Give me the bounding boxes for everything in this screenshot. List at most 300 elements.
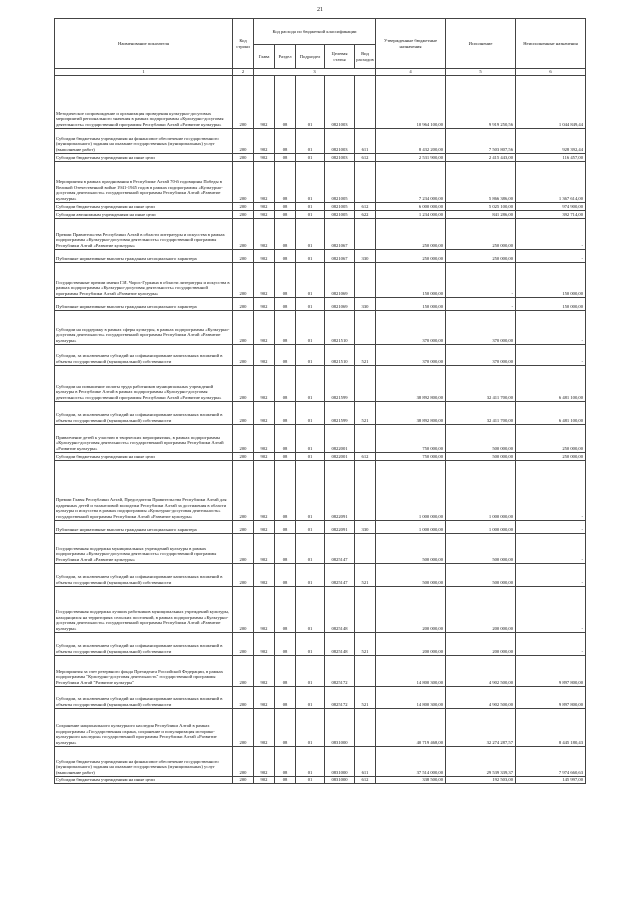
row-glava: 902 (254, 297, 275, 310)
row-name: Субсидии бюджетным учреждениям на иные цели (55, 452, 233, 460)
row-executed: 500 000,00 (446, 424, 516, 452)
row-unexecuted: - (516, 563, 586, 586)
row-glava: 902 (254, 161, 275, 202)
row-approved: 250 000,00 (376, 249, 446, 262)
row-line: 200 (233, 520, 254, 533)
row-target-article: 0821003 (325, 128, 355, 153)
row-line: 200 (233, 75, 254, 128)
row-target-article: 0822001 (325, 452, 355, 460)
row-executed: 1 000 000,00 (446, 520, 516, 533)
row-glava: 902 (254, 746, 275, 776)
table-row (55, 210, 586, 218)
row-name: Субсидии, за исключением субсидий на софинансирование капитальных вложений в объекты государственной (муниципальной) собственности (55, 344, 233, 365)
row-unexecuted: 150 000,00 (516, 262, 586, 297)
row-target-article: 0825172 (325, 655, 355, 686)
row-executed: 192 503,00 (446, 776, 516, 783)
row-line: 200 (233, 563, 254, 586)
row-line: 200 (233, 153, 254, 161)
row-expense-type: 330 (355, 297, 376, 310)
row-podrazdel: 01 (296, 297, 325, 310)
page-number: 21 (317, 7, 323, 13)
row-approved: 7 234 000,00 (376, 161, 446, 202)
row-approved: 6 000 000,00 (376, 202, 446, 210)
row-approved: 500 000,00 (376, 533, 446, 563)
row-line: 200 (233, 533, 254, 563)
row-glava: 902 (254, 460, 275, 520)
row-approved: 2 531 900,00 (376, 153, 446, 161)
row-glava: 902 (254, 249, 275, 262)
table-row (55, 297, 586, 310)
row-executed: 7 503 807,56 (446, 128, 516, 153)
row-line: 200 (233, 262, 254, 297)
table-row (55, 533, 586, 563)
row-name: Субсидии на повышение оплаты труда работников муниципальных учреждений культуры в Республике Алтай в рамках подпрограммы «Культурно-досуговая деятельность» государственной программы Республики Алтай «Развитие культуры» (55, 365, 233, 401)
row-name: Субсидии бюджетным учреждениям на финансовое обеспечение государственного (муниципального) задания на оказание государственных (муниципальных) услуг (выполнение работ) (55, 128, 233, 153)
row-razdel: 08 (275, 632, 296, 655)
row-expense-type: 521 (355, 686, 376, 708)
row-line: 200 (233, 401, 254, 424)
row-line: 200 (233, 708, 254, 746)
row-glava: 902 (254, 202, 275, 210)
row-target-article: 0821003 (325, 153, 355, 161)
row-razdel: 08 (275, 460, 296, 520)
row-target-article: 0821067 (325, 249, 355, 262)
row-approved: 250 000,00 (376, 218, 446, 249)
row-razdel: 08 (275, 202, 296, 210)
row-name: Премии Правительства Республики Алтай в области литературы и искусства в рамках подпрограммы «Культурно-досуговая деятельность» государственной программы Республики Алтай «Развитие культуры» (55, 218, 233, 249)
row-podrazdel: 01 (296, 424, 325, 452)
row-executed: 4 902 500,00 (446, 686, 516, 708)
row-target-article: 0821510 (325, 344, 355, 365)
row-executed: 4 902 500,00 (446, 655, 516, 686)
row-executed: 32 411 700,00 (446, 401, 516, 424)
row-razdel: 08 (275, 686, 296, 708)
row-expense-type: 330 (355, 520, 376, 533)
row-unexecuted: 9 897 800,00 (516, 655, 586, 686)
row-unexecuted: - (516, 533, 586, 563)
row-approved: 8 432 200,00 (376, 128, 446, 153)
row-executed: 9 919 250,56 (446, 75, 516, 128)
row-unexecuted: 1 367 614,00 (516, 161, 586, 202)
row-executed: 200 000,00 (446, 632, 516, 655)
row-expense-type: 611 (355, 746, 376, 776)
row-podrazdel: 01 (296, 776, 325, 783)
row-unexecuted: 145 997,00 (516, 776, 586, 783)
table-row (55, 262, 586, 297)
row-unexecuted: - (516, 460, 586, 520)
table-body (55, 75, 586, 783)
row-line: 200 (233, 249, 254, 262)
header-csr: Целевая статья (325, 45, 355, 69)
column-number: 1 (55, 69, 233, 76)
row-podrazdel: 01 (296, 262, 325, 297)
row-podrazdel: 01 (296, 210, 325, 218)
row-approved: 38 892 800,00 (376, 401, 446, 424)
row-unexecuted: 6 481 100,00 (516, 401, 586, 424)
row-target-article: 0821069 (325, 297, 355, 310)
table-row (55, 75, 586, 128)
row-target-article: 0822091 (325, 520, 355, 533)
row-approved: 338 500,00 (376, 776, 446, 783)
row-executed: 32 411 700,00 (446, 365, 516, 401)
row-expense-type: 521 (355, 344, 376, 365)
row-razdel: 08 (275, 452, 296, 460)
row-expense-type: 622 (355, 210, 376, 218)
table-row (55, 424, 586, 452)
table-row (55, 365, 586, 401)
table-row (55, 563, 586, 586)
row-razdel: 08 (275, 424, 296, 452)
row-name: Субсидии, за исключением субсидий на софинансирование капитальных вложений в объекты государственной (муниципальной) собственности (55, 632, 233, 655)
row-unexecuted: 974 900,00 (516, 202, 586, 210)
row-target-article: 0821510 (325, 310, 355, 344)
row-target-article: 0831000 (325, 708, 355, 746)
row-unexecuted: - (516, 632, 586, 655)
row-podrazdel: 01 (296, 533, 325, 563)
row-razdel: 08 (275, 344, 296, 365)
row-podrazdel: 01 (296, 218, 325, 249)
row-line: 200 (233, 202, 254, 210)
column-number: 6 (516, 69, 586, 76)
row-glava: 902 (254, 424, 275, 452)
row-glava: 902 (254, 310, 275, 344)
row-glava: 902 (254, 533, 275, 563)
row-executed: 250 000,00 (446, 249, 516, 262)
row-target-article: 0821005 (325, 210, 355, 218)
row-podrazdel: 01 (296, 344, 325, 365)
row-unexecuted: - (516, 249, 586, 262)
row-glava: 902 (254, 75, 275, 128)
row-podrazdel: 01 (296, 460, 325, 520)
row-name: Субсидии, за исключением субсидий на софинансирование капитальных вложений в объекты государственной (муниципальной) собственности (55, 401, 233, 424)
row-podrazdel: 01 (296, 249, 325, 262)
row-executed: - (446, 262, 516, 297)
row-glava: 902 (254, 153, 275, 161)
row-expense-type (355, 708, 376, 746)
row-target-article: 0821003 (325, 75, 355, 128)
row-name: Субсидии бюджетным учреждениям на иные цели (55, 776, 233, 783)
row-line: 200 (233, 686, 254, 708)
row-approved: 38 892 800,00 (376, 365, 446, 401)
table-row (55, 520, 586, 533)
table-row (55, 686, 586, 708)
header-code-line: Код строки (233, 19, 254, 69)
row-unexecuted: 116 457,00 (516, 153, 586, 161)
table-row (55, 202, 586, 210)
row-name: Публичные нормативные выплаты гражданам несоциального характера (55, 249, 233, 262)
row-name: Сохранение национального культурного наследия Республики Алтай в рамках подпрограммы «Государственная охрана, сохранение и популяризация историко-культурного наследия» государственной программы Республики Алтай «Развитие культуры» (55, 708, 233, 746)
row-podrazdel: 01 (296, 452, 325, 460)
row-glava: 902 (254, 452, 275, 460)
row-approved: 1 000 000,00 (376, 520, 446, 533)
row-razdel: 08 (275, 249, 296, 262)
row-razdel: 08 (275, 128, 296, 153)
column-number: 2 (233, 69, 254, 76)
row-razdel: 08 (275, 586, 296, 632)
row-expense-type (355, 586, 376, 632)
row-expense-type (355, 365, 376, 401)
row-line: 200 (233, 460, 254, 520)
row-target-article: 0825147 (325, 563, 355, 586)
table-row (55, 128, 586, 153)
row-unexecuted: - (516, 344, 586, 365)
row-executed: 29 539 339,37 (446, 746, 516, 776)
row-podrazdel: 01 (296, 686, 325, 708)
table-row (55, 708, 586, 746)
row-podrazdel: 01 (296, 202, 325, 210)
header-unexecuted: Неисполненные назначения (516, 19, 586, 69)
row-name: Субсидии, за исключением субсидий на софинансирование капитальных вложений в объекты государственной (муниципальной) собственности (55, 563, 233, 586)
table-row (55, 153, 586, 161)
row-target-article: 0831000 (325, 776, 355, 783)
row-glava: 902 (254, 218, 275, 249)
row-expense-type (355, 161, 376, 202)
row-executed: 200 000,00 (446, 586, 516, 632)
row-executed: 5 866 386,00 (446, 161, 516, 202)
row-unexecuted: 6 481 100,00 (516, 365, 586, 401)
row-expense-type (355, 460, 376, 520)
row-line: 200 (233, 310, 254, 344)
row-podrazdel: 01 (296, 708, 325, 746)
row-approved: 1 234 000,00 (376, 210, 446, 218)
row-podrazdel: 01 (296, 401, 325, 424)
table-row (55, 460, 586, 520)
row-razdel: 08 (275, 520, 296, 533)
row-podrazdel: 01 (296, 746, 325, 776)
table-row (55, 401, 586, 424)
row-executed: 5 025 100,00 (446, 202, 516, 210)
row-podrazdel: 01 (296, 128, 325, 153)
row-podrazdel: 01 (296, 586, 325, 632)
row-name: Мероприятия в рамках празднования в Республике Алтай 70-й годовщины Победы в Великой Отечественной войне 1941-1945 годов в рамках подпрограммы «Культурно-досуговая деятельность» государственной программы Республики Алтай «Развитие культуры» (55, 161, 233, 202)
row-name: Мероприятия за счет резервного фонда Президента Российской Федерации, в рамках подпрограммы "Культурно-досуговая деятельность" государственной программы Республики Алтай "Развитие культуры" (55, 655, 233, 686)
header-code-group: Код расхода по бюджетной классификации (254, 19, 376, 45)
row-line: 200 (233, 210, 254, 218)
row-glava: 902 (254, 686, 275, 708)
row-target-article: 0821067 (325, 218, 355, 249)
row-expense-type: 612 (355, 153, 376, 161)
row-glava: 902 (254, 586, 275, 632)
row-razdel: 08 (275, 161, 296, 202)
row-name: Государственные премии имени Г.И. Чорос-Гуркина в области литературы и искусства в рамках подпрограммы «Культурно-досуговая деятельность» государственной программы Республики Алтай «Развитие культуры» (55, 262, 233, 297)
row-expense-type: 330 (355, 249, 376, 262)
row-target-article: 0825148 (325, 586, 355, 632)
row-glava: 902 (254, 262, 275, 297)
row-razdel: 08 (275, 75, 296, 128)
row-approved: 14 800 300,00 (376, 686, 446, 708)
row-unexecuted: - (516, 520, 586, 533)
row-target-article: 0825148 (325, 632, 355, 655)
row-glava: 902 (254, 401, 275, 424)
row-unexecuted: 250 000,00 (516, 424, 586, 452)
table-row (55, 161, 586, 202)
row-name: Государственная поддержка лучших работников муниципальных учреждений культуры, находящихся на территориях сельских поселений, в рамках подпрограммы «Культурно-досуговая деятельность» государственной программы Республики Алтай «Развитие культуры» (55, 586, 233, 632)
row-expense-type (355, 424, 376, 452)
row-executed: 370 000,00 (446, 344, 516, 365)
row-expense-type: 521 (355, 563, 376, 586)
row-podrazdel: 01 (296, 153, 325, 161)
row-line: 200 (233, 218, 254, 249)
table-row (55, 746, 586, 776)
row-approved: 37 514 000,00 (376, 746, 446, 776)
row-unexecuted: - (516, 218, 586, 249)
row-executed: 500 000,00 (446, 452, 516, 460)
row-razdel: 08 (275, 262, 296, 297)
row-executed: 2 415 443,00 (446, 153, 516, 161)
row-unexecuted: - (516, 310, 586, 344)
row-executed: 250 000,00 (446, 218, 516, 249)
row-approved: 370 000,00 (376, 310, 446, 344)
row-name: Привлечение детей к участию в творческих мероприятиях, в рамках подпрограммы «Культурно-досуговая деятельность» государственной программы Республики Алтай «Развитие культуры» (55, 424, 233, 452)
table-row (55, 586, 586, 632)
row-target-article: 0822091 (325, 460, 355, 520)
row-target-article: 0821069 (325, 262, 355, 297)
row-name: Государственная поддержка муниципальных учреждений культуры в рамках подпрограммы «Культурно-досуговая деятельность» государственной программы Республики Алтай «Развитие культуры» (55, 533, 233, 563)
row-podrazdel: 01 (296, 632, 325, 655)
row-glava: 902 (254, 655, 275, 686)
header-approved: Утвержденные бюджетные назначения (376, 19, 446, 69)
row-unexecuted: 392 714,00 (516, 210, 586, 218)
row-expense-type (355, 533, 376, 563)
row-razdel: 08 (275, 153, 296, 161)
row-name: Методическое сопровождение и организация проведения культурно-досуговых мероприятий регионального значения в рамках подпрограммы «Культурно-досуговая деятельность» государственной программы Республики Алтай «Развитие культуры» (55, 75, 233, 128)
row-line: 200 (233, 161, 254, 202)
row-expense-type (355, 75, 376, 128)
table-row (55, 218, 586, 249)
row-expense-type (355, 655, 376, 686)
header-vr: Вид расходов (355, 45, 376, 69)
row-glava: 902 (254, 365, 275, 401)
row-razdel: 08 (275, 655, 296, 686)
row-expense-type: 612 (355, 452, 376, 460)
row-line: 200 (233, 424, 254, 452)
row-executed: 500 000,00 (446, 563, 516, 586)
table-row (55, 632, 586, 655)
row-glava: 902 (254, 776, 275, 783)
row-expense-type: 611 (355, 128, 376, 153)
row-target-article: 0822001 (325, 424, 355, 452)
row-line: 200 (233, 655, 254, 686)
row-glava: 902 (254, 520, 275, 533)
row-expense-type (355, 310, 376, 344)
row-name: Субсидии, за исключением субсидий на софинансирование капитальных вложений в объекты государственной (муниципальной) собственности (55, 686, 233, 708)
row-approved: 370 000,00 (376, 344, 446, 365)
row-approved: 150 000,00 (376, 262, 446, 297)
row-line: 200 (233, 776, 254, 783)
row-target-article: 0825147 (325, 533, 355, 563)
table-row (55, 452, 586, 460)
row-approved: 200 000,00 (376, 586, 446, 632)
row-podrazdel: 01 (296, 655, 325, 686)
row-glava: 902 (254, 344, 275, 365)
column-number: 3 (254, 69, 376, 76)
row-approved: 500 000,00 (376, 563, 446, 586)
row-executed: 841 286,00 (446, 210, 516, 218)
row-razdel: 08 (275, 210, 296, 218)
row-executed: 32 274 287,57 (446, 708, 516, 746)
table-row (55, 655, 586, 686)
header-podrazdel: Подраздел (296, 45, 325, 69)
row-approved: 750 000,00 (376, 424, 446, 452)
row-target-article: 0821005 (325, 161, 355, 202)
row-executed: 1 000 000,00 (446, 460, 516, 520)
row-unexecuted: 1 044 849,44 (516, 75, 586, 128)
row-unexecuted: 9 897 800,00 (516, 686, 586, 708)
budget-table (54, 18, 586, 784)
row-name: Субсидии бюджетным учреждениям на финансовое обеспечение государственного (муниципального) задания на оказание государственных (муниципальных) услуг (выполнение работ) (55, 746, 233, 776)
row-approved: 40 719 468,00 (376, 708, 446, 746)
row-executed: - (446, 297, 516, 310)
row-approved: 14 800 300,00 (376, 655, 446, 686)
row-expense-type: 521 (355, 632, 376, 655)
row-executed: 370 000,00 (446, 310, 516, 344)
row-glava: 902 (254, 210, 275, 218)
row-expense-type: 612 (355, 202, 376, 210)
row-target-article: 0831000 (325, 746, 355, 776)
row-line: 200 (233, 344, 254, 365)
row-approved: 10 964 100,00 (376, 75, 446, 128)
row-unexecuted: 150 000,00 (516, 297, 586, 310)
row-podrazdel: 01 (296, 520, 325, 533)
row-approved: 150 000,00 (376, 297, 446, 310)
row-razdel: 08 (275, 218, 296, 249)
column-number: 5 (446, 69, 516, 76)
row-unexecuted: 8 445 180,43 (516, 708, 586, 746)
header-name: Наименование показателя (55, 19, 233, 69)
row-glava: 902 (254, 563, 275, 586)
row-name: Публичные нормативные выплаты гражданам несоциального характера (55, 520, 233, 533)
row-line: 200 (233, 365, 254, 401)
row-approved: 200 000,00 (376, 632, 446, 655)
header-razdel: Раздел (275, 45, 296, 69)
row-line: 200 (233, 297, 254, 310)
header-glava: Глава (254, 45, 275, 69)
row-name: Публичные нормативные выплаты гражданам несоциального характера (55, 297, 233, 310)
row-razdel: 08 (275, 746, 296, 776)
row-razdel: 08 (275, 776, 296, 783)
row-line: 200 (233, 632, 254, 655)
row-podrazdel: 01 (296, 563, 325, 586)
row-expense-type: 612 (355, 776, 376, 783)
row-expense-type: 521 (355, 401, 376, 424)
row-glava: 902 (254, 632, 275, 655)
row-unexecuted: - (516, 586, 586, 632)
row-podrazdel: 01 (296, 75, 325, 128)
row-unexecuted: 250 000,00 (516, 452, 586, 460)
table-row (55, 249, 586, 262)
header-executed: Исполнение (446, 19, 516, 69)
row-target-article: 0821005 (325, 202, 355, 210)
row-name: Субсидии на поддержку в рамках сферы культуры, в рамках подпрограммы «Культурно-досуговая деятельность» государственной программы Республики Алтай «Развитие культуры» (55, 310, 233, 344)
row-razdel: 08 (275, 708, 296, 746)
row-name: Субсидии бюджетным учреждениям на иные цели (55, 153, 233, 161)
row-name: Премии Главы Республики Алтай, Председателя Правительства Республики Алтай для одаренных детей и талантливой молодежи Республики Алтай за достижения в области культуры и искусства в рамках подпрограммы «Культурно-досуговая деятельность» государственной программы Республики Алтай «Развитие культуры» (55, 460, 233, 520)
row-executed: 500 000,00 (446, 533, 516, 563)
row-line: 200 (233, 746, 254, 776)
row-podrazdel: 01 (296, 161, 325, 202)
row-line: 200 (233, 452, 254, 460)
row-unexecuted: 928 392,44 (516, 128, 586, 153)
column-number: 4 (376, 69, 446, 76)
row-target-article: 0821599 (325, 401, 355, 424)
row-razdel: 08 (275, 401, 296, 424)
row-approved: 750 000,00 (376, 452, 446, 460)
row-expense-type (355, 262, 376, 297)
table-row (55, 776, 586, 783)
row-name: Субсидии бюджетным учреждениям на иные цели (55, 202, 233, 210)
row-podrazdel: 01 (296, 365, 325, 401)
row-razdel: 08 (275, 365, 296, 401)
